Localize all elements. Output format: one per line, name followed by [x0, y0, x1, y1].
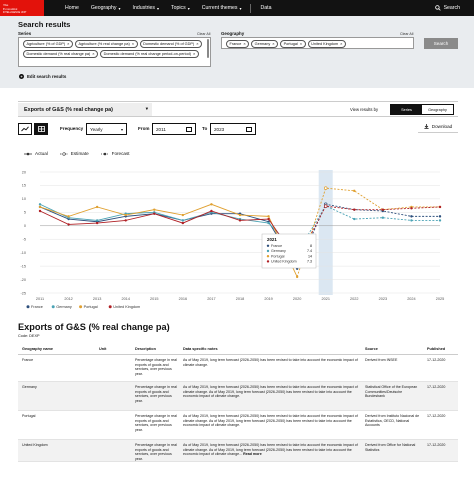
search-results-title: Search results: [18, 20, 71, 29]
plus-icon: +: [20, 74, 23, 79]
cell-source: Derived from INSEE: [365, 358, 398, 362]
edit-search-label: Edit search results: [27, 74, 67, 79]
nav-industries-label: Industries: [132, 5, 156, 11]
nav-search-label: Search: [443, 5, 460, 11]
edit-search-link[interactable]: [19, 74, 66, 79]
x-tick-label: 2014: [121, 297, 130, 301]
chevron-down-icon: ▾: [118, 5, 121, 11]
notes-text: As of May 2019, long term forecast (2026-2050) has been revised to take into account the economic impact of climate change.: [183, 358, 358, 367]
data-point: [182, 214, 184, 216]
frequency-select[interactable]: [86, 123, 127, 135]
from-value: 2011: [156, 126, 166, 132]
x-tick-label: 2015: [150, 297, 159, 301]
close-icon[interactable]: ×: [299, 41, 303, 46]
to-value: 2023: [214, 126, 225, 132]
y-tick-label: 20: [21, 170, 26, 175]
data-point: [96, 219, 98, 221]
line-chart-view-button[interactable]: [18, 123, 32, 135]
data-point: [210, 203, 212, 205]
cell-geography: France: [22, 358, 34, 362]
table-view-button[interactable]: [34, 123, 48, 135]
cell-geography: Germany: [22, 385, 37, 389]
legend-estimate-label: Estimate: [70, 151, 89, 156]
to-label: To: [202, 126, 208, 131]
legend-forecast: [101, 151, 130, 156]
cell-published: 17-12-2020: [427, 414, 446, 418]
chevron-down-icon: ▾: [239, 5, 242, 11]
notes-text: As of May 2019, long term forecast (2026-2050) has been revised to take into account the economic impact of climate change. As of May 2019, long term forecast (2026-2050) has been revised to take into account the economic impact of climate change...: [183, 443, 358, 457]
view-by-label: View results by: [350, 107, 379, 112]
cell-source: Derived from Office for National Statistics: [365, 443, 416, 452]
table-row: [18, 355, 458, 382]
nav-current-themes-label: Current themes: [201, 5, 238, 11]
x-tick-label: 2018: [235, 297, 245, 301]
y-tick-label: -20: [20, 277, 26, 282]
nav-data-label: Data: [260, 5, 272, 11]
view-series-option[interactable]: Series: [391, 105, 422, 114]
cell-notes: [183, 414, 365, 439]
geography-chip-list: [226, 40, 406, 48]
table-title: Exports of G&S (% real change pa): [18, 322, 170, 332]
y-tick-label: -25: [20, 291, 26, 296]
close-icon[interactable]: ×: [272, 41, 275, 46]
y-tick-label: 15: [21, 183, 26, 188]
indicator-select-value: Exports of G&S (% real change pa): [24, 106, 113, 113]
data-point: [182, 222, 184, 224]
frequency-value: Yearly: [90, 126, 103, 132]
cell-unit: [99, 385, 135, 410]
download-button[interactable]: [418, 121, 458, 133]
nav-industries[interactable]: [133, 5, 160, 11]
data-point: [410, 215, 412, 217]
data-point: [267, 218, 269, 220]
nav-menu: [65, 4, 284, 13]
geography-chip[interactable]: [280, 40, 306, 48]
cell-source: Statistical Office of the European Communities/Deutsche Bundesbank: [365, 385, 418, 399]
table-row: [18, 382, 458, 411]
header-geography: Geography name: [22, 346, 54, 351]
data-point: [239, 219, 241, 221]
data-point-estimate: [324, 205, 327, 208]
series-chip[interactable]: [23, 40, 73, 48]
chevron-down-icon: ▾: [145, 106, 148, 111]
indicator-select[interactable]: [18, 103, 152, 116]
tooltip-series-name: United Kingdom: [271, 259, 297, 264]
nav-divider: [250, 4, 251, 13]
search-icon: [435, 5, 441, 11]
data-point: [153, 208, 155, 210]
data-point: [153, 212, 155, 214]
geography-clear-all[interactable]: Clear All: [400, 32, 414, 36]
tooltip-series-name: France: [271, 244, 283, 248]
data-point: [382, 217, 384, 219]
table-icon: [38, 126, 45, 132]
tooltip-swatch: [267, 255, 269, 257]
cell-description: Percentage change in real exports of goods and services, over previous year.: [135, 443, 177, 461]
y-tick-label: 5: [23, 210, 26, 215]
data-point: [410, 219, 412, 221]
exports-line-chart: [0, 160, 474, 310]
x-tick-label: 2021: [321, 297, 330, 301]
actual-line-icon: [24, 152, 32, 156]
view-by-toggle: [390, 104, 454, 115]
table-code: Code: DEXP: [18, 334, 40, 338]
series-line-actual: [40, 204, 297, 252]
table-header-row: [18, 344, 458, 355]
frequency-label: Frequency: [60, 126, 84, 131]
series-chip[interactable]: [140, 40, 202, 48]
logo-line-2: Economist: [3, 6, 18, 11]
close-icon[interactable]: ×: [340, 41, 343, 46]
x-tick-label: 2020: [292, 297, 302, 301]
cell-description: Percentage change in real exports of goods and services, over previous year.: [135, 414, 177, 432]
tooltip-value: 8: [310, 244, 312, 248]
series-chip[interactable]: [23, 50, 98, 58]
series-filter-label: Series: [18, 31, 32, 36]
nav-geography-label: Geography: [90, 5, 117, 11]
data-point: [125, 214, 127, 216]
nav-geography[interactable]: [91, 5, 121, 11]
geography-filter-box[interactable]: [221, 37, 414, 49]
data-point: [96, 206, 98, 208]
cell-unit: [99, 414, 135, 439]
cell-published: 17-12-2020: [427, 385, 446, 389]
legend-swatch: [52, 305, 55, 308]
chip-label: Agriculture (% of GDP): [26, 41, 66, 46]
forecast-line-icon: [101, 152, 109, 156]
y-tick-label: -10: [20, 250, 26, 255]
header-unit: Unit: [99, 346, 107, 351]
chip-label: France: [229, 41, 242, 46]
data-type-legend: [24, 151, 142, 156]
logo-line-1: The: [3, 2, 9, 7]
legend-swatch: [109, 305, 112, 308]
legend-label: United Kingdom: [113, 305, 141, 309]
tooltip-value: 7.4: [307, 249, 312, 254]
close-icon[interactable]: ×: [196, 41, 199, 46]
tooltip-swatch: [267, 250, 269, 252]
data-point: [353, 218, 355, 220]
data-point: [439, 206, 441, 208]
data-point-estimate: [324, 187, 327, 190]
chip-label: Domestic demand (% real change pa): [26, 51, 91, 56]
from-date-input[interactable]: [152, 123, 196, 135]
chevron-down-icon: ▾: [187, 5, 190, 11]
chip-label: Domestic demand (% real change period-on-period): [103, 51, 191, 56]
x-tick-label: 2017: [207, 297, 216, 301]
close-icon[interactable]: ×: [192, 51, 196, 56]
chip-label: Domestic demand (% of GDP): [143, 41, 195, 46]
cell-description: Percentage change in real exports of goods and services, over previous year.: [135, 385, 177, 403]
estimate-line-icon: [60, 152, 68, 156]
cell-unit: [99, 358, 135, 381]
x-tick-label: 2023: [378, 297, 388, 301]
data-point: [125, 219, 127, 221]
tooltip-swatch: [267, 260, 269, 262]
cell-published: 17-12-2020: [427, 358, 446, 362]
legend-swatch: [79, 305, 82, 308]
data-point: [267, 222, 269, 224]
search-results-panel: [0, 16, 474, 88]
data-point: [439, 215, 441, 217]
close-icon[interactable]: ×: [243, 41, 246, 46]
cell-source: Derived from Instituto Nacional de Estatística, OECD, National Accounts: [365, 414, 420, 428]
economist-logo[interactable]: [0, 0, 44, 16]
header-source: Source: [365, 346, 378, 351]
header-published: Published: [427, 346, 446, 351]
geography-chip[interactable]: [308, 40, 346, 48]
legend-actual: [24, 151, 48, 156]
cell-notes: [183, 443, 365, 461]
view-geography-option[interactable]: Geography: [428, 107, 447, 112]
x-tick-label: 2012: [64, 297, 73, 301]
cell-notes: [183, 385, 365, 410]
cell-notes: [183, 358, 365, 381]
legend-actual-label: Actual: [35, 151, 48, 156]
series-line-forecast: [297, 204, 440, 269]
geography-chip[interactable]: [226, 40, 249, 48]
download-icon: [424, 124, 429, 129]
close-icon[interactable]: ×: [67, 41, 70, 46]
chip-label: United Kingdom: [311, 41, 339, 46]
download-label: Download: [431, 124, 453, 129]
tooltip-series-name: Portugal: [271, 254, 285, 259]
legend-forecast-label: Forecast: [111, 151, 130, 156]
tooltip-value: 7.3: [307, 259, 312, 264]
table-row: [18, 440, 458, 462]
header-description: Description: [135, 346, 156, 351]
series-chip[interactable]: [100, 50, 199, 58]
data-point: [239, 214, 241, 216]
cell-description: Percentage change in real exports of goods and services, over previous year.: [135, 358, 177, 376]
chip-label: Portugal: [283, 41, 298, 46]
nav-search-button[interactable]: [435, 0, 460, 16]
tooltip-swatch: [267, 245, 269, 247]
series-clear-all[interactable]: Clear All: [197, 32, 211, 36]
table-row: [18, 411, 458, 440]
header-notes: Data specific notes: [183, 346, 218, 351]
nav-home[interactable]: [65, 5, 79, 11]
series-chip[interactable]: [75, 40, 138, 48]
top-navigation: [0, 0, 474, 16]
tooltip-year: 2021: [267, 237, 277, 242]
nav-data[interactable]: [261, 5, 272, 11]
legend-label: Portugal: [83, 305, 98, 309]
data-point: [410, 207, 412, 209]
data-point: [96, 222, 98, 224]
geography-chip[interactable]: [251, 40, 278, 48]
nav-topics-label: Topics: [171, 5, 186, 11]
calendar-icon[interactable]: [186, 127, 192, 132]
y-tick-label: 0: [23, 224, 26, 229]
notes-text: As of May 2019, long term forecast (2026-2050) has been revised to take into account the economic impact of climate change. As of May 2019, long term forecast (2026-2050) has been revised to take into account the economic impact of climate change.: [183, 385, 358, 399]
calendar-icon[interactable]: [246, 127, 252, 132]
data-point: [353, 208, 355, 210]
data-point: [353, 190, 355, 192]
x-tick-label: 2022: [350, 297, 359, 301]
x-tick-label: 2025: [435, 297, 445, 301]
to-date-input[interactable]: [210, 123, 256, 135]
x-tick-label: 2011: [35, 297, 45, 301]
chip-label: Germany: [254, 41, 271, 46]
series-filter-box[interactable]: [18, 37, 211, 67]
cell-geography: Portugal: [22, 414, 36, 418]
legend-label: France: [31, 305, 43, 309]
legend-estimate: [60, 151, 89, 156]
data-point: [439, 219, 441, 221]
legend-swatch: [27, 305, 30, 308]
y-tick-label: -15: [20, 264, 26, 269]
cell-published: 17-12-2020: [427, 443, 446, 447]
cell-unit: [99, 443, 135, 461]
close-icon[interactable]: ×: [131, 41, 135, 46]
legend-label: Germany: [56, 305, 72, 309]
series-chip-list: [23, 40, 203, 58]
x-tick-label: 2013: [92, 297, 102, 301]
search-button[interactable]: Search: [424, 38, 458, 49]
data-point: [67, 215, 69, 217]
data-point: [39, 206, 41, 208]
nav-topics[interactable]: [171, 5, 190, 11]
logo-line-3: INTELLIGENCE UNIT: [3, 10, 27, 14]
cell-geography: United Kingdom: [22, 443, 48, 447]
x-tick-label: 2019: [264, 297, 273, 301]
read-more-link[interactable]: Read more: [243, 452, 262, 457]
chip-label: Agriculture (% real change pa): [78, 41, 130, 46]
nav-current-themes[interactable]: [202, 5, 242, 11]
data-table: [18, 344, 458, 462]
data-point: [296, 276, 298, 278]
series-line-forecast: [297, 206, 440, 253]
chevron-down-icon: ▾: [157, 5, 160, 11]
series-scrollbar[interactable]: [207, 39, 209, 58]
tooltip-value: 14: [308, 254, 312, 259]
nav-home-label: Home: [65, 5, 79, 11]
indicator-bar: [18, 101, 458, 117]
notes-text: As of May 2019, long term forecast (2026-2050) has been revised to take into account the economic impact of climate change. As of May 2019, long term forecast (2026-2050) has been revised to take into account the economic impact of climate change.: [183, 414, 358, 428]
data-point: [382, 208, 384, 210]
data-point: [67, 223, 69, 225]
from-label: From: [138, 126, 150, 131]
chevron-down-icon: ▾: [120, 127, 123, 132]
x-tick-label: 2024: [407, 297, 416, 301]
close-icon[interactable]: ×: [92, 51, 95, 56]
series-line-forecast: [297, 188, 440, 277]
data-point: [182, 219, 184, 221]
y-tick-label: -5: [22, 237, 26, 242]
x-tick-label: 2016: [178, 297, 188, 301]
data-point: [39, 203, 41, 205]
y-tick-label: 10: [21, 197, 26, 202]
line-chart-icon: [21, 126, 29, 132]
tooltip-series-name: Germany: [271, 249, 286, 254]
data-point: [39, 210, 41, 212]
data-point: [210, 210, 212, 212]
data-point: [267, 215, 269, 217]
geography-filter-label: Geography: [221, 31, 245, 36]
